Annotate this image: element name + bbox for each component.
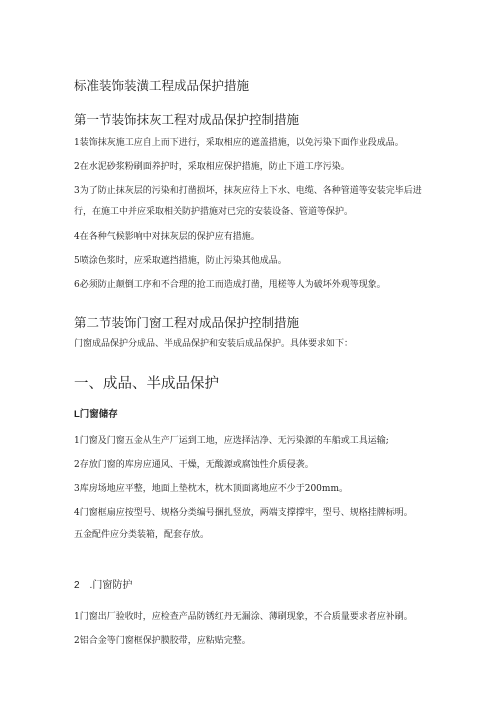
section-1-item-3-line-1: 3为了防止抹灰层的污染和打凿损坏，抹灰应待上下水、电缆、各种管道等安装完毕后进 [74,186,422,196]
section-2-intro: 门窗成品保护分成品、半成品保护和安装后成品保护。具体要求如下： [74,339,354,349]
part-1-heading: 一、成品、半成品保护 [74,376,219,392]
subsection-door-window-storage-heading: L门窗储存 [74,409,118,420]
subsection-door-window-protection-heading: 2 .门窗防护 [74,580,133,591]
protection-item-1: 1门窗出厂验收时，应检查产品防锈红丹无漏涂、薄刷现象，不合质量要求者应补刷。 [74,612,413,622]
section-1-item-4: 4在各种气候影响中对抹灰层的保护应有措施。 [74,232,260,242]
protection-item-2: 2铝合金等门窗框保护膜胶带，应粘贴完整。 [74,636,251,646]
storage-item-4-line-2: 五金配件应分类装箱，配套存放。 [74,530,210,540]
section-2-heading: 第二节装饰门窗工程对成品保护控制措施 [74,316,300,330]
section-1-item-2: 2在水泥砂浆粉刷面养护时，采取相应保护措施，防止下道工序污染。 [74,162,350,172]
storage-item-1: 1门窗及门窗五金从生产厂运到工地，应选择洁净、无污染源的车船或工具运输; [74,436,389,446]
section-1-item-1: 1装饰抹灰施工应自上而下进行，采取相应的遮盖措施，以免污染下面作业段成品。 [74,138,404,148]
section-1-item-6: 6必须防止颠倒工序和不合理的抢工而造成打凿，甩槎等人为破坏外观等现象。 [74,280,386,290]
section-1-heading: 第一节装饰抹灰工程对成品保护控制措施 [74,113,300,127]
document-title: 标准装饰装潢工程成品保护措施 [74,79,250,93]
storage-item-4-line-1: 4门窗框扇应按型号、规格分类编号捆扎竖放，两端支撑撑牢，型号、规格挂牌标明。 [74,508,413,518]
storage-item-3: 3库房场地应平整，地面上垫枕木，枕木顶面离地应不少于200mm。 [74,484,348,494]
storage-item-2: 2存放门窗的库房应通风、干燥，无酸源或腐蚀性介质侵袭。 [74,460,314,470]
section-1-item-5: 5喷涂色浆时，应采取遮挡措施，防止污染其他成品。 [74,256,287,266]
section-1-item-3-line-2: 行，在施工中并应采取相关防护措施对已完的安装设备、管道等保护。 [74,207,354,217]
